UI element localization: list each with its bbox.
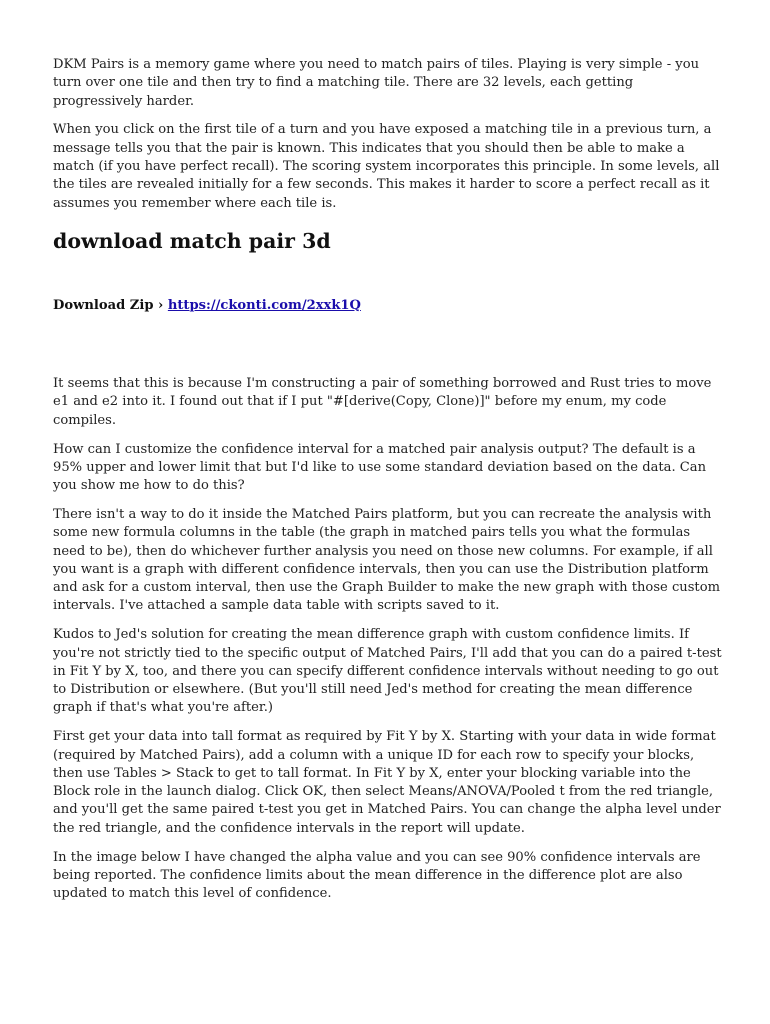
body-paragraph: It seems that this is because I'm constructing a pair of something borrowed and Rust tries to move e1 and e2 into it. I found out that if I put "#[derive(Copy, Clone)]" before my enum, my code compiles.: [53, 376, 712, 428]
intro-paragraph: When you click on the first tile of a turn and you have exposed a matching tile in a previous turn, a message tells you that the pair is known. This indicates that you should then be able to make a match (if you have perfect recall). The scoring system incorporates this principle. In some levels, all the tiles are revealed initially for a few seconds. This makes it harder to score a perfect recall as it assumes you remember where each tile is.: [53, 122, 720, 211]
intro-paragraph: DKM Pairs is a memory game where you need to match pairs of tiles. Playing is very simple - you turn over one tile and then try to find a matching tile. There are 32 levels, each getting progressively harder.: [53, 57, 700, 109]
body-paragraph: First get your data into tall format as required by Fit Y by X. Starting with your data in wide format (required by Matched Pairs), add a column with a unique ID for each row to specify your blocks, then use Tables > Stack to get to tall format. In Fit Y by X, enter your blocking variable into the Block role in the launch dialog. Click OK, then select Means/ANOVA/Pooled t from the red triangle, and you'll get the same paired t-test you get in Matched Pairs. You can change the alpha level under the red triangle, and the confidence intervals in the report will update.: [53, 729, 721, 836]
body-paragraph: In the image below I have changed the alpha value and you can see 90% confidence intervals are being reported. The confidence limits about the mean difference in the difference plot are also updated to match this level of confidence.: [53, 849, 701, 902]
download-link[interactable]: https://ckonti.com/2xxk1Q: [167, 297, 361, 313]
document-page: [53, 56, 723, 914]
body-paragraph: How can I customize the confidence interval for a matched pair analysis output? The default is a 95% upper and lower limit that but I'd like to use some standard deviation based on the data. Can you show me how to do this?: [53, 441, 707, 494]
body-paragraph: There isn't a way to do it inside the Matched Pairs platform, but you can recreate the analysis with some new formula columns in the table (the graph in matched pairs tells you what the formulas need to be), then do whichever further analysis you need on those new columns. For example, if all you want is a graph with different confidence intervals, then you can use the Distribution platform and ask for a custom interval, then use the Graph Builder to make the new graph with those custom intervals. I've attached a sample data table with scripts saved to it.: [53, 506, 720, 614]
page-heading: download match pair 3d: [53, 228, 331, 253]
download-label: Download Zip ›: [53, 297, 164, 313]
blank-space: [53, 315, 723, 375]
body-paragraph: Kudos to Jed's solution for creating the mean difference graph with custom confidence limits. If you're not strictly tied to the specific output of Matched Pairs, I'll add that you can do a paired t-test in Fit Y by X, too, and there you can specify different confidence intervals without needing to go out to Distribution or elsewhere. (But you'll still need Jed's method for creating the mean difference graph if that's what you're after.): [53, 627, 722, 716]
download-line: [53, 297, 723, 315]
